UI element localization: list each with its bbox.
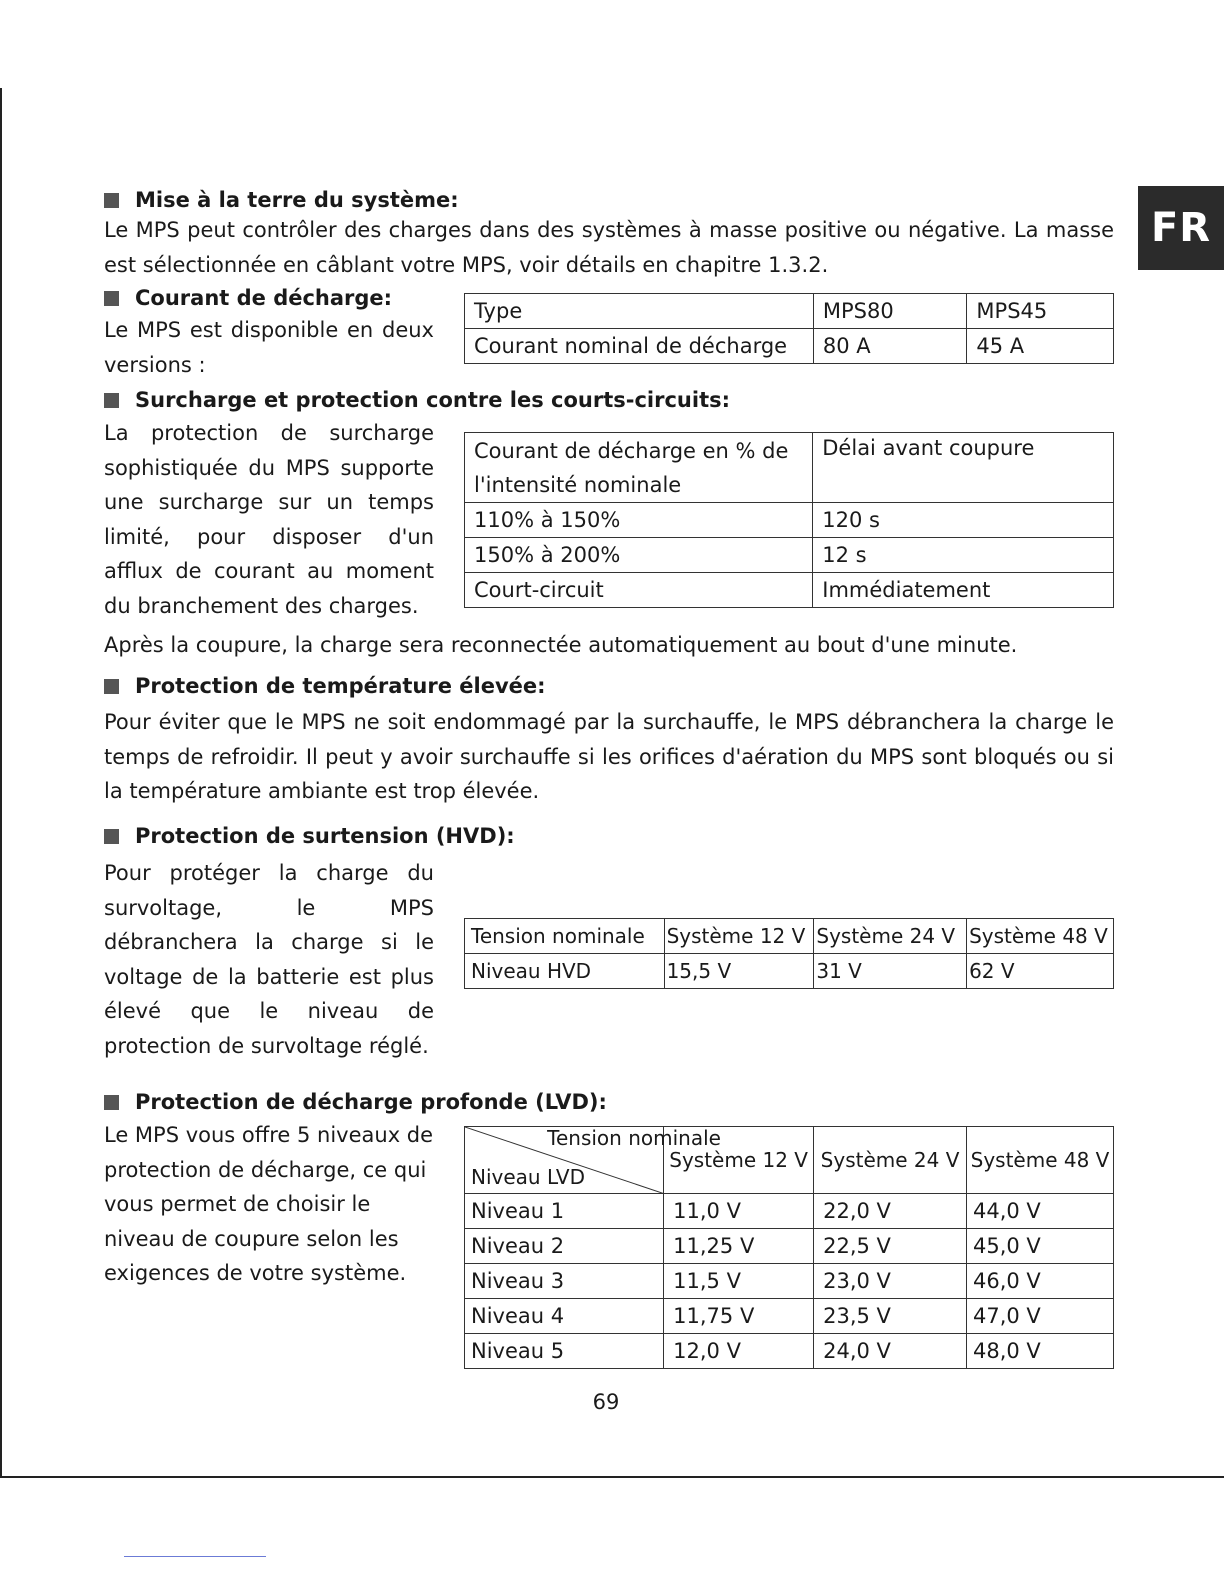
table-cell: MPS45 [967,294,1114,329]
corner-bottom-label: Niveau LVD [471,1165,585,1189]
table-row [465,1229,1114,1264]
heading-text: Protection de décharge profonde (LVD): [135,1090,607,1114]
table-cell: 47,0 V [967,1299,1114,1334]
page-frame-bottom [0,1476,1224,1478]
table-row [465,294,1114,329]
section-heading-grounding [104,186,459,214]
table-cell: 15,5 V [664,954,814,989]
table-cell: 11,75 V [664,1299,814,1334]
table-cell: 45 A [967,329,1114,364]
table-row [465,1334,1114,1369]
table-cell: 31 V [814,954,967,989]
table-header-row [465,433,1114,503]
heading-text: Protection de surtension (HVD): [135,824,515,848]
table-cell: Niveau 5 [465,1334,664,1369]
table-row [465,919,1114,954]
table-header-cell: Système 48 V [967,1127,1114,1194]
table-row [465,329,1114,364]
table-cell: Immédiatement [813,573,1114,608]
table-cell: 12,0 V [664,1334,814,1369]
discharge-current-table [464,293,1114,364]
language-tab: FR [1138,186,1224,270]
paragraph-temperature: Pour éviter que le MPS ne soit endommagé par la surchauffe, le MPS débranchera la charge le temps de refroidir. Il peut y avoir surchauffe si les orifices d'aération du MPS sont bloqués ou si la température ambiante est trop élevée. [104,710,1114,803]
table-header-cell: Délai avant coupure [813,433,1114,503]
table-row [465,503,1114,538]
table-cell: 23,0 V [814,1264,967,1299]
square-bullet-icon [104,393,119,408]
table-cell: Système 12 V [664,919,814,954]
section-heading-overload [104,386,730,414]
square-bullet-icon [104,193,119,208]
table-cell: Niveau 2 [465,1229,664,1264]
paragraph-grounding: Le MPS peut contrôler des charges dans des systèmes à masse positive ou négative. La masse est sélectionnée en câblant votre MPS, voir détails en chapitre 1.3.2. [104,218,1114,277]
paragraph-hvd: Pour protéger la charge du survoltage, le MPS débranchera la charge si le voltage de la batterie est plus élevé que le niveau de protection de survoltage réglé. [104,861,434,1058]
table-cell: 110% à 150% [465,503,813,538]
section-heading-lvd [104,1088,607,1116]
table-cell: 48,0 V [967,1334,1114,1369]
hvd-table [464,918,1114,989]
corner-top-label: Tension nominale [547,1126,721,1150]
heading-text: Surcharge et protection contre les courts-circuits: [135,388,731,412]
table-header-cell: Système 24 V [814,1127,967,1194]
table-cell: 120 s [813,503,1114,538]
table-cell: Système 48 V [967,919,1114,954]
table-row [465,573,1114,608]
table-cell: 22,5 V [814,1229,967,1264]
table-cell: 24,0 V [814,1334,967,1369]
table-cell: 150% à 200% [465,538,813,573]
table-cell: 44,0 V [967,1194,1114,1229]
paragraph-overload: La protection de surcharge sophistiquée du MPS supporte une surcharge sur un temps limité, pour disposer d'un afflux de courant au moment du branchement des charges. [104,421,434,618]
paragraph-overload-after: Après la coupure, la charge sera reconnectée automatiquement au bout d'une minute. [104,633,1018,657]
paragraph-lvd: Le MPS vous offre 5 niveaux de protection de décharge, ce qui vous permet de choisir le niveau de coupure selon les exigences de votre système. [104,1123,434,1285]
table-cell: 23,5 V [814,1299,967,1334]
table-row [465,954,1114,989]
lvd-table [464,1126,1114,1369]
table-row [465,1299,1114,1334]
table-cell: Tension nominale [465,919,665,954]
table-cell: Type [465,294,814,329]
table-cell: MPS80 [813,294,967,329]
page-number: 69 [592,1390,620,1414]
overload-table [464,432,1114,608]
table-cell: 22,0 V [814,1194,967,1229]
table-cell: Niveau 1 [465,1194,664,1229]
table-header-row [465,1127,1114,1194]
footer-link-line [124,1556,266,1557]
square-bullet-icon [104,679,119,694]
heading-text: Protection de température élevée: [135,674,546,698]
table-cell: Niveau 3 [465,1264,664,1299]
table-cell: Niveau 4 [465,1299,664,1334]
table-cell: Système 24 V [814,919,967,954]
table-corner-cell [465,1126,721,1194]
table-cell: Courant nominal de décharge [465,329,814,364]
table-cell: 11,25 V [664,1229,814,1264]
square-bullet-icon [104,829,119,844]
table-cell: 62 V [967,954,1114,989]
table-cell: 80 A [813,329,967,364]
table-cell: 11,5 V [664,1264,814,1299]
page-frame-left [0,88,2,1478]
section-heading-discharge-current [104,284,392,312]
table-cell: 45,0 V [967,1229,1114,1264]
table-cell: Niveau HVD [465,954,665,989]
table-cell: 46,0 V [967,1264,1114,1299]
paragraph-discharge-current: Le MPS est disponible en deux versions : [104,318,434,377]
heading-text: Mise à la terre du système: [135,188,459,212]
table-header-cell: Système 12 V [664,1127,814,1194]
table-header-cell: Courant de décharge en % de l'intensité nominale [465,433,813,503]
heading-text: Courant de décharge: [135,286,393,310]
section-heading-hvd [104,822,515,850]
table-cell: 11,0 V [664,1194,814,1229]
section-heading-temperature [104,672,546,700]
square-bullet-icon [104,291,119,306]
square-bullet-icon [104,1095,119,1110]
table-row [465,1264,1114,1299]
table-cell: 12 s [813,538,1114,573]
table-row [465,538,1114,573]
table-cell: Court-circuit [465,573,813,608]
table-row [465,1194,1114,1229]
